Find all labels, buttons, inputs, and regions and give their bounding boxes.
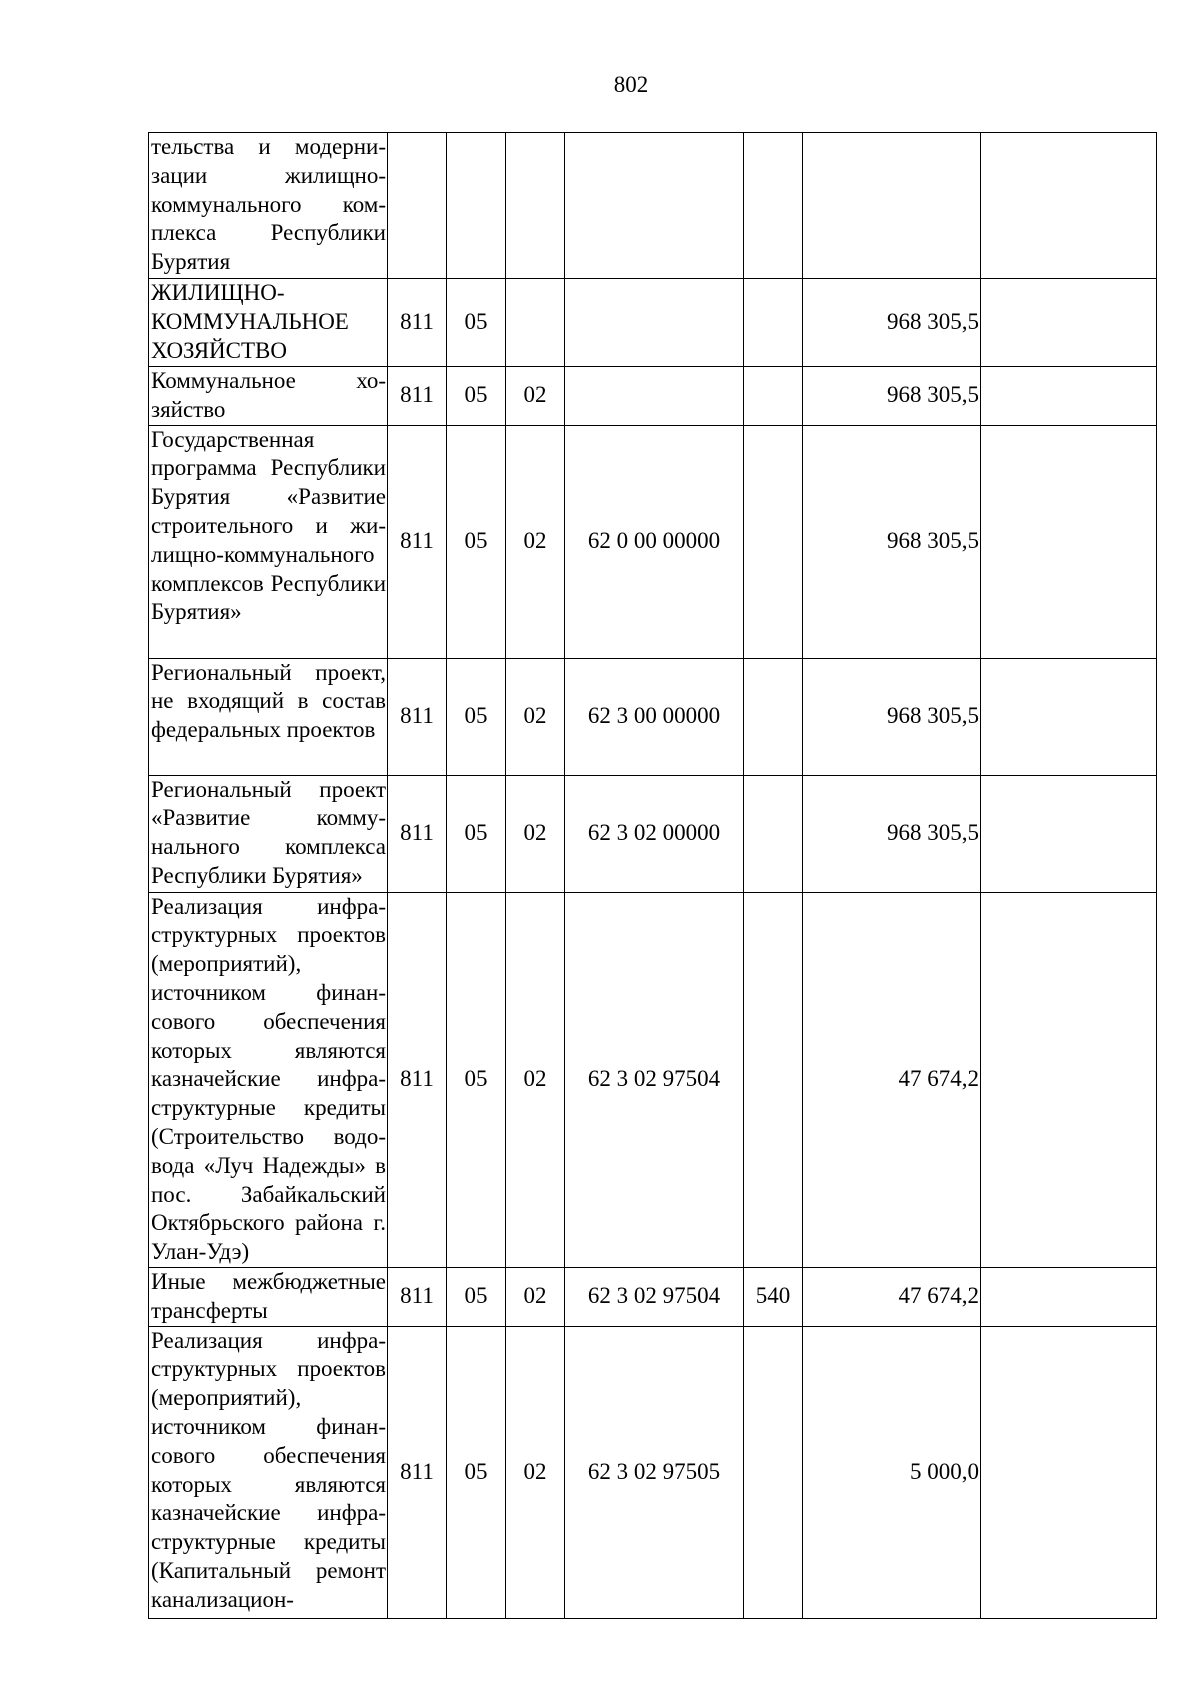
row-extra xyxy=(981,279,1157,367)
row-extra xyxy=(981,658,1157,775)
row-amount: 5 000,0 xyxy=(803,1326,981,1618)
row-name: Региональный проект «Развитие коммунального комплекса Республики Бурятия» xyxy=(149,775,388,892)
row-target-article: 62 3 00 00000 xyxy=(565,658,744,775)
row-expense-type xyxy=(744,367,803,426)
row-name: ЖИЛИЩНО-КОММУНАЛЬНОЕ ХОЗЯЙСТВО xyxy=(149,279,388,367)
row-section: 05 xyxy=(447,892,506,1267)
row-extra xyxy=(981,367,1157,426)
row-grbs xyxy=(388,133,447,279)
row-expense-type xyxy=(744,658,803,775)
table-row xyxy=(149,658,1157,775)
row-subsection xyxy=(506,133,565,279)
row-subsection: 02 xyxy=(506,425,565,658)
row-grbs: 811 xyxy=(388,279,447,367)
row-subsection: 02 xyxy=(506,367,565,426)
row-amount: 968 305,5 xyxy=(803,279,981,367)
row-amount: 968 305,5 xyxy=(803,775,981,892)
table-row xyxy=(149,1326,1157,1618)
row-target-article: 62 3 02 97505 xyxy=(565,1326,744,1618)
row-subsection xyxy=(506,279,565,367)
row-expense-type xyxy=(744,133,803,279)
row-section: 05 xyxy=(447,775,506,892)
row-extra xyxy=(981,1267,1157,1326)
table-row xyxy=(149,279,1157,367)
row-target-article xyxy=(565,279,744,367)
row-grbs: 811 xyxy=(388,1326,447,1618)
row-target-article: 62 0 00 00000 xyxy=(565,425,744,658)
row-extra xyxy=(981,133,1157,279)
row-subsection: 02 xyxy=(506,658,565,775)
row-section: 05 xyxy=(447,658,506,775)
row-target-article xyxy=(565,367,744,426)
row-amount: 968 305,5 xyxy=(803,425,981,658)
row-expense-type xyxy=(744,425,803,658)
row-subsection: 02 xyxy=(506,892,565,1267)
row-subsection: 02 xyxy=(506,775,565,892)
row-target-article: 62 3 02 97504 xyxy=(565,1267,744,1326)
row-expense-type xyxy=(744,892,803,1267)
row-expense-type xyxy=(744,775,803,892)
row-grbs: 811 xyxy=(388,775,447,892)
row-name: Реализация инфраструктурных проектов (мероприятий), источником финансового обеспечения которых являются казначейские инфраструктурные кредиты (Капитальный ремонт канализацион- xyxy=(149,1326,388,1618)
row-section: 05 xyxy=(447,1326,506,1618)
row-grbs: 811 xyxy=(388,367,447,426)
row-extra xyxy=(981,1326,1157,1618)
row-section: 05 xyxy=(447,279,506,367)
row-target-article: 62 3 02 00000 xyxy=(565,775,744,892)
row-section xyxy=(447,133,506,279)
row-grbs: 811 xyxy=(388,892,447,1267)
row-amount: 47 674,2 xyxy=(803,1267,981,1326)
row-expense-type xyxy=(744,1326,803,1618)
row-name: Иные межбюджетные трансферты xyxy=(149,1267,388,1326)
row-amount: 47 674,2 xyxy=(803,892,981,1267)
row-target-article: 62 3 02 97504 xyxy=(565,892,744,1267)
table-row xyxy=(149,133,1157,279)
row-section: 05 xyxy=(447,1267,506,1326)
row-subsection: 02 xyxy=(506,1267,565,1326)
row-grbs: 811 xyxy=(388,1267,447,1326)
row-name: Коммунальное хозяйство xyxy=(149,367,388,426)
table-row xyxy=(149,425,1157,658)
row-extra xyxy=(981,775,1157,892)
row-grbs: 811 xyxy=(388,658,447,775)
row-section: 05 xyxy=(447,425,506,658)
row-amount: 968 305,5 xyxy=(803,367,981,426)
budget-table xyxy=(148,132,1157,1619)
row-section: 05 xyxy=(447,367,506,426)
row-amount: 968 305,5 xyxy=(803,658,981,775)
row-amount xyxy=(803,133,981,279)
row-target-article xyxy=(565,133,744,279)
row-extra xyxy=(981,425,1157,658)
table-row xyxy=(149,775,1157,892)
row-name: тельства и модернизации жилищно-коммунального комплекса Республики Бурятия xyxy=(149,133,388,279)
row-subsection: 02 xyxy=(506,1326,565,1618)
row-grbs: 811 xyxy=(388,425,447,658)
row-extra xyxy=(981,892,1157,1267)
table-body xyxy=(149,133,1157,1619)
table-row xyxy=(149,1267,1157,1326)
row-expense-type xyxy=(744,279,803,367)
page-number: 802 xyxy=(613,72,649,97)
row-name: Региональный проект, не входящий в состав федеральных проектов xyxy=(149,658,388,775)
table-row xyxy=(149,892,1157,1267)
row-name: Реализация инфраструктурных проектов (мероприятий), источником финансового обеспечения которых являются казначейские инфраструктурные кредиты (Строительство водовода «Луч Надежды» в пос. Забайкальский Октябрьского района г. Улан-Удэ) xyxy=(149,892,388,1267)
row-name: Государственная программа Республики Бурятия «Развитие строительного и жилищно-коммунального комплексов Республики Бурятия» xyxy=(149,425,388,658)
table-row xyxy=(149,367,1157,426)
row-expense-type: 540 xyxy=(744,1267,803,1326)
